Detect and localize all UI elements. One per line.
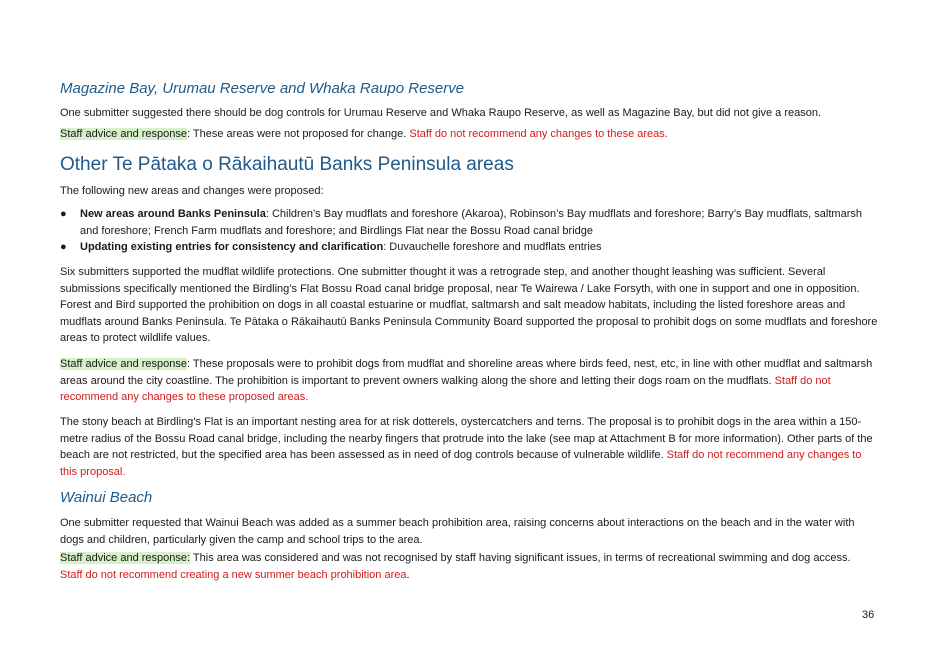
bullet-bold-label: New areas around Banks Peninsula <box>80 208 266 220</box>
advice-recommendation: Staff do not recommend any changes to these areas. <box>409 128 668 140</box>
banks-advice <box>60 356 878 406</box>
bullet-bold-label: Updating existing entries for consistency and clarification <box>80 241 384 253</box>
advice-recommendation: Staff do not recommend any changes to these proposed areas. <box>60 374 831 403</box>
advice-recommendation: Staff do not recommend creating a new summer beach prohibition area <box>60 568 407 581</box>
section-heading-magazine-bay: Magazine Bay, Urumau Reserve and Whaka Raupo Reserve <box>60 80 465 97</box>
banks-intro: The following new areas and changes were proposed: <box>60 185 324 197</box>
advice-text: : These proposals were to prohibit dogs from mudflat and shoreline areas where birds feed, nest, etc, in line with other mudflat and saltmarsh areas around the city coastline. The prohibition is important to prevent owners walking along the shore and letting their dogs roam on the mudflats. <box>60 358 873 387</box>
bullet-icon: ● <box>60 208 67 220</box>
staff-advice-label: Staff advice and response <box>60 358 187 370</box>
bullet-item <box>60 206 878 239</box>
staff-advice-label: Staff advice and response: <box>60 552 191 564</box>
section-heading-wainui-beach: Wainui Beach <box>60 489 153 506</box>
advice-text: : These areas were not proposed for change. <box>187 128 410 140</box>
bullet-item <box>60 239 878 256</box>
birdlings-text: The stony beach at Birdling’s Flat is an important nesting area for at risk dotterels, oystercatchers and terns. The proposal is to prohibit dogs in the area within a 150-metre radius of the Bossu Road canal bridge, including the nearby fingers that protrude into the lake (see map at Attachment B for more information). Other parts of the beach are not restricted, but the specified area has been assessed as in need of dog controls because of vulnerable wildlife. <box>60 416 873 461</box>
banks-paragraph-submissions: Six submitters supported the mudflat wildlife protections. One submitter thought it was a retrograde step, and another thought leashing was sufficient. Several submissions specifically mentioned the Birdling’s Flat Bossu Road canal bridge proposal, near Te Wairewa / Lake Forsyth, with one in support and one in opposition. Forest and Bird supported the prohibition on dogs in all coastal estuarine or mudflat, saltmarsh and salt meadow habitats, including the listed foreshore areas and mudflats around Banks Peninsula. Te Pātaka o Rākaihautū Banks Peninsula Community Board supported the proposal to prohibit dogs on some mudflats and foreshore areas to protect wildlife values. <box>60 266 878 344</box>
bullet-body: : Duvauchelle foreshore and mudflats entries <box>383 241 602 253</box>
magazine-paragraph: One submitter suggested there should be dog controls for Urumau Reserve and Whaka Raupo Reserve, as well as Magazine Bay, but did not give a reason. <box>60 107 822 119</box>
wainui-advice <box>60 550 878 583</box>
magazine-advice <box>60 126 878 143</box>
birdlings-flat-paragraph <box>60 414 878 480</box>
bullet-text <box>80 239 876 256</box>
bullet-icon: ● <box>60 241 67 253</box>
birdlings-recommendation: Staff do not recommend any changes to this proposal. <box>60 449 862 478</box>
bullet-text <box>80 206 876 239</box>
section-heading-banks-peninsula: Other Te Pātaka o Rākaihautū Banks Peninsula areas <box>60 154 514 175</box>
staff-advice-label: Staff advice and response <box>60 128 187 140</box>
bullet-body: : Children’s Bay mudflats and foreshore (Akaroa), Robinson’s Bay mudflats and foreshore; Barry’s Bay mudflats, saltmarsh and foreshore; French Farm mudflats and foreshore; and Birdlings Flat near the Bossu Road canal bridge <box>80 208 862 237</box>
advice-text: This area was considered and was not recognised by staff having significant issues, in terms of recreational swimming and dog access. <box>190 552 851 564</box>
advice-end: . <box>406 568 410 581</box>
page-number: 36 <box>862 609 875 621</box>
wainui-paragraph: One submitter requested that Wainui Beach was added as a summer beach prohibition area, raising concerns about interactions on the beach and in the water with dogs and children, particularly given the camp and school trips to the area. <box>60 517 855 546</box>
